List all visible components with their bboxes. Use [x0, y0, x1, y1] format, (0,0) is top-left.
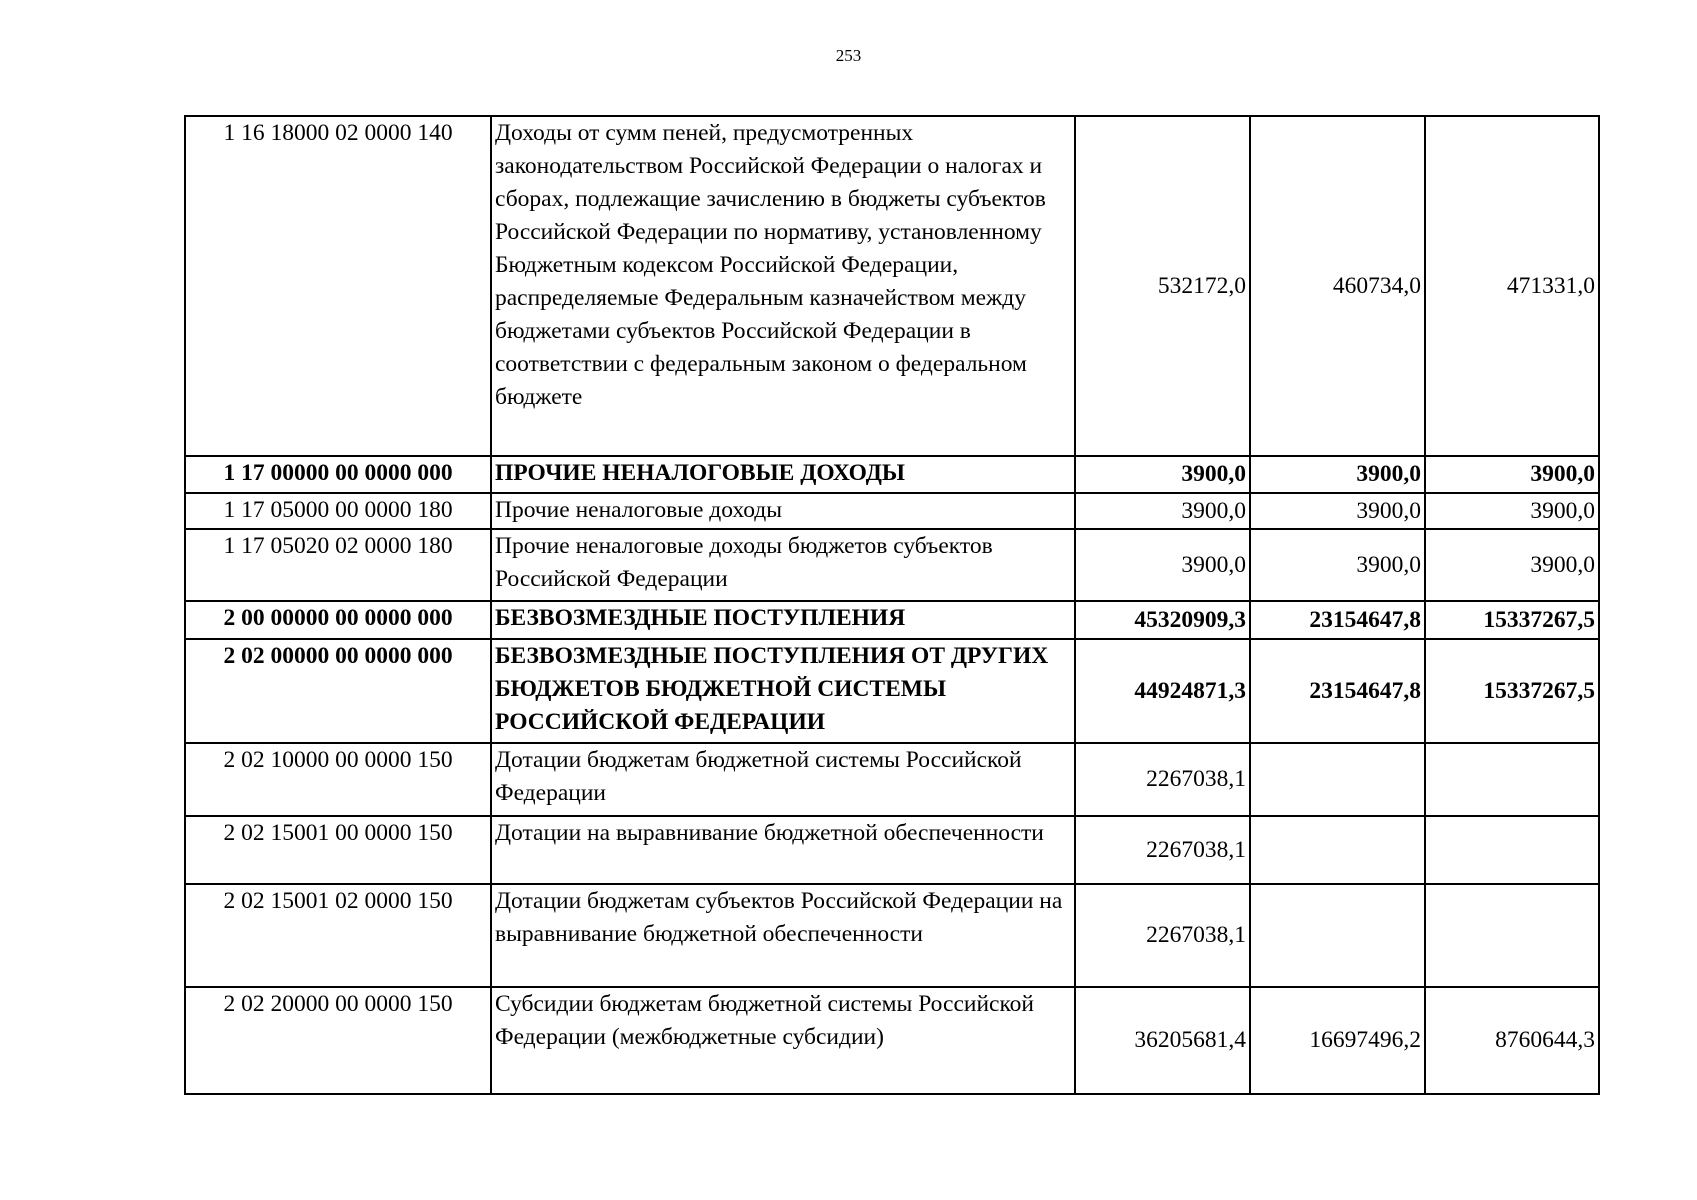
row-code: 2 02 10000 00 0000 150	[185, 743, 491, 816]
row-value-3	[1425, 816, 1599, 884]
row-value-1: 36205681,4	[1075, 987, 1250, 1094]
table-row	[185, 601, 1599, 639]
row-value-3: 15337267,5	[1425, 601, 1599, 639]
table-row	[185, 529, 1599, 601]
row-name: БЕЗВОЗМЕЗДНЫЕ ПОСТУПЛЕНИЯ ОТ ДРУГИХ БЮДЖЕТОВ БЮДЖЕТНОЙ СИСТЕМЫ РОССИЙСКОЙ ФЕДЕРАЦИИ	[491, 639, 1075, 743]
row-name: БЕЗВОЗМЕЗДНЫЕ ПОСТУПЛЕНИЯ	[491, 601, 1075, 639]
row-value-1: 3900,0	[1075, 456, 1250, 493]
row-value-3: 471331,0	[1425, 116, 1599, 456]
row-value-1: 2267038,1	[1075, 884, 1250, 987]
table-row	[185, 639, 1599, 743]
table-row	[185, 816, 1599, 884]
revenue-table	[184, 115, 1600, 1095]
row-code: 1 17 05000 00 0000 180	[185, 493, 491, 529]
row-value-1: 2267038,1	[1075, 816, 1250, 884]
row-value-1: 2267038,1	[1075, 743, 1250, 816]
page-number: 253	[835, 46, 862, 65]
row-value-1: 3900,0	[1075, 529, 1250, 601]
row-name: Субсидии бюджетам бюджетной системы Российской Федерации (межбюджетные субсидии)	[491, 987, 1075, 1094]
row-name: Дотации на выравнивание бюджетной обеспеченности	[491, 816, 1075, 884]
row-name: Доходы от сумм пеней, предусмотренных законодательством Российской Федерации о налогах и сборах, подлежащие зачислению в бюджеты субъектов Российской Федерации по нормативу, установленному Бюджетным кодексом Российской Федерации, распределяемые Федеральным казначейством между бюджетами субъектов Российской Федерации в соответствии с федеральным законом о федеральном бюджете	[491, 116, 1075, 456]
row-value-3: 8760644,3	[1425, 987, 1599, 1094]
row-name: Прочие неналоговые доходы бюджетов субъектов Российской Федерации	[491, 529, 1075, 601]
table-row	[185, 493, 1599, 529]
row-code: 1 17 00000 00 0000 000	[185, 456, 491, 493]
row-code: 2 02 15001 02 0000 150	[185, 884, 491, 987]
row-value-2	[1250, 743, 1425, 816]
row-value-2: 3900,0	[1250, 529, 1425, 601]
row-code: 2 02 15001 00 0000 150	[185, 816, 491, 884]
row-value-2: 3900,0	[1250, 456, 1425, 493]
table-row	[185, 456, 1599, 493]
row-name: ПРОЧИЕ НЕНАЛОГОВЫЕ ДОХОДЫ	[491, 456, 1075, 493]
table-row	[185, 987, 1599, 1094]
row-value-2: 460734,0	[1250, 116, 1425, 456]
table-row	[185, 116, 1599, 456]
row-value-1: 3900,0	[1075, 493, 1250, 529]
row-value-1: 44924871,3	[1075, 639, 1250, 743]
row-code: 2 02 20000 00 0000 150	[185, 987, 491, 1094]
row-value-2: 3900,0	[1250, 493, 1425, 529]
row-value-2	[1250, 816, 1425, 884]
row-value-3: 15337267,5	[1425, 639, 1599, 743]
row-value-1: 532172,0	[1075, 116, 1250, 456]
row-name: Дотации бюджетам субъектов Российской Федерации на выравнивание бюджетной обеспеченности	[491, 884, 1075, 987]
row-value-3	[1425, 884, 1599, 987]
row-value-3: 3900,0	[1425, 456, 1599, 493]
row-value-2	[1250, 884, 1425, 987]
row-name: Прочие неналоговые доходы	[491, 493, 1075, 529]
row-value-3	[1425, 743, 1599, 816]
row-name: Дотации бюджетам бюджетной системы Российской Федерации	[491, 743, 1075, 816]
row-code: 1 17 05020 02 0000 180	[185, 529, 491, 601]
row-code: 1 16 18000 02 0000 140	[185, 116, 491, 456]
row-value-2: 16697496,2	[1250, 987, 1425, 1094]
row-value-2: 23154647,8	[1250, 601, 1425, 639]
table-row	[185, 884, 1599, 987]
row-value-3: 3900,0	[1425, 493, 1599, 529]
row-code: 2 02 00000 00 0000 000	[185, 639, 491, 743]
row-value-2: 23154647,8	[1250, 639, 1425, 743]
row-code: 2 00 00000 00 0000 000	[185, 601, 491, 639]
table-row	[185, 743, 1599, 816]
row-value-1: 45320909,3	[1075, 601, 1250, 639]
row-value-3: 3900,0	[1425, 529, 1599, 601]
